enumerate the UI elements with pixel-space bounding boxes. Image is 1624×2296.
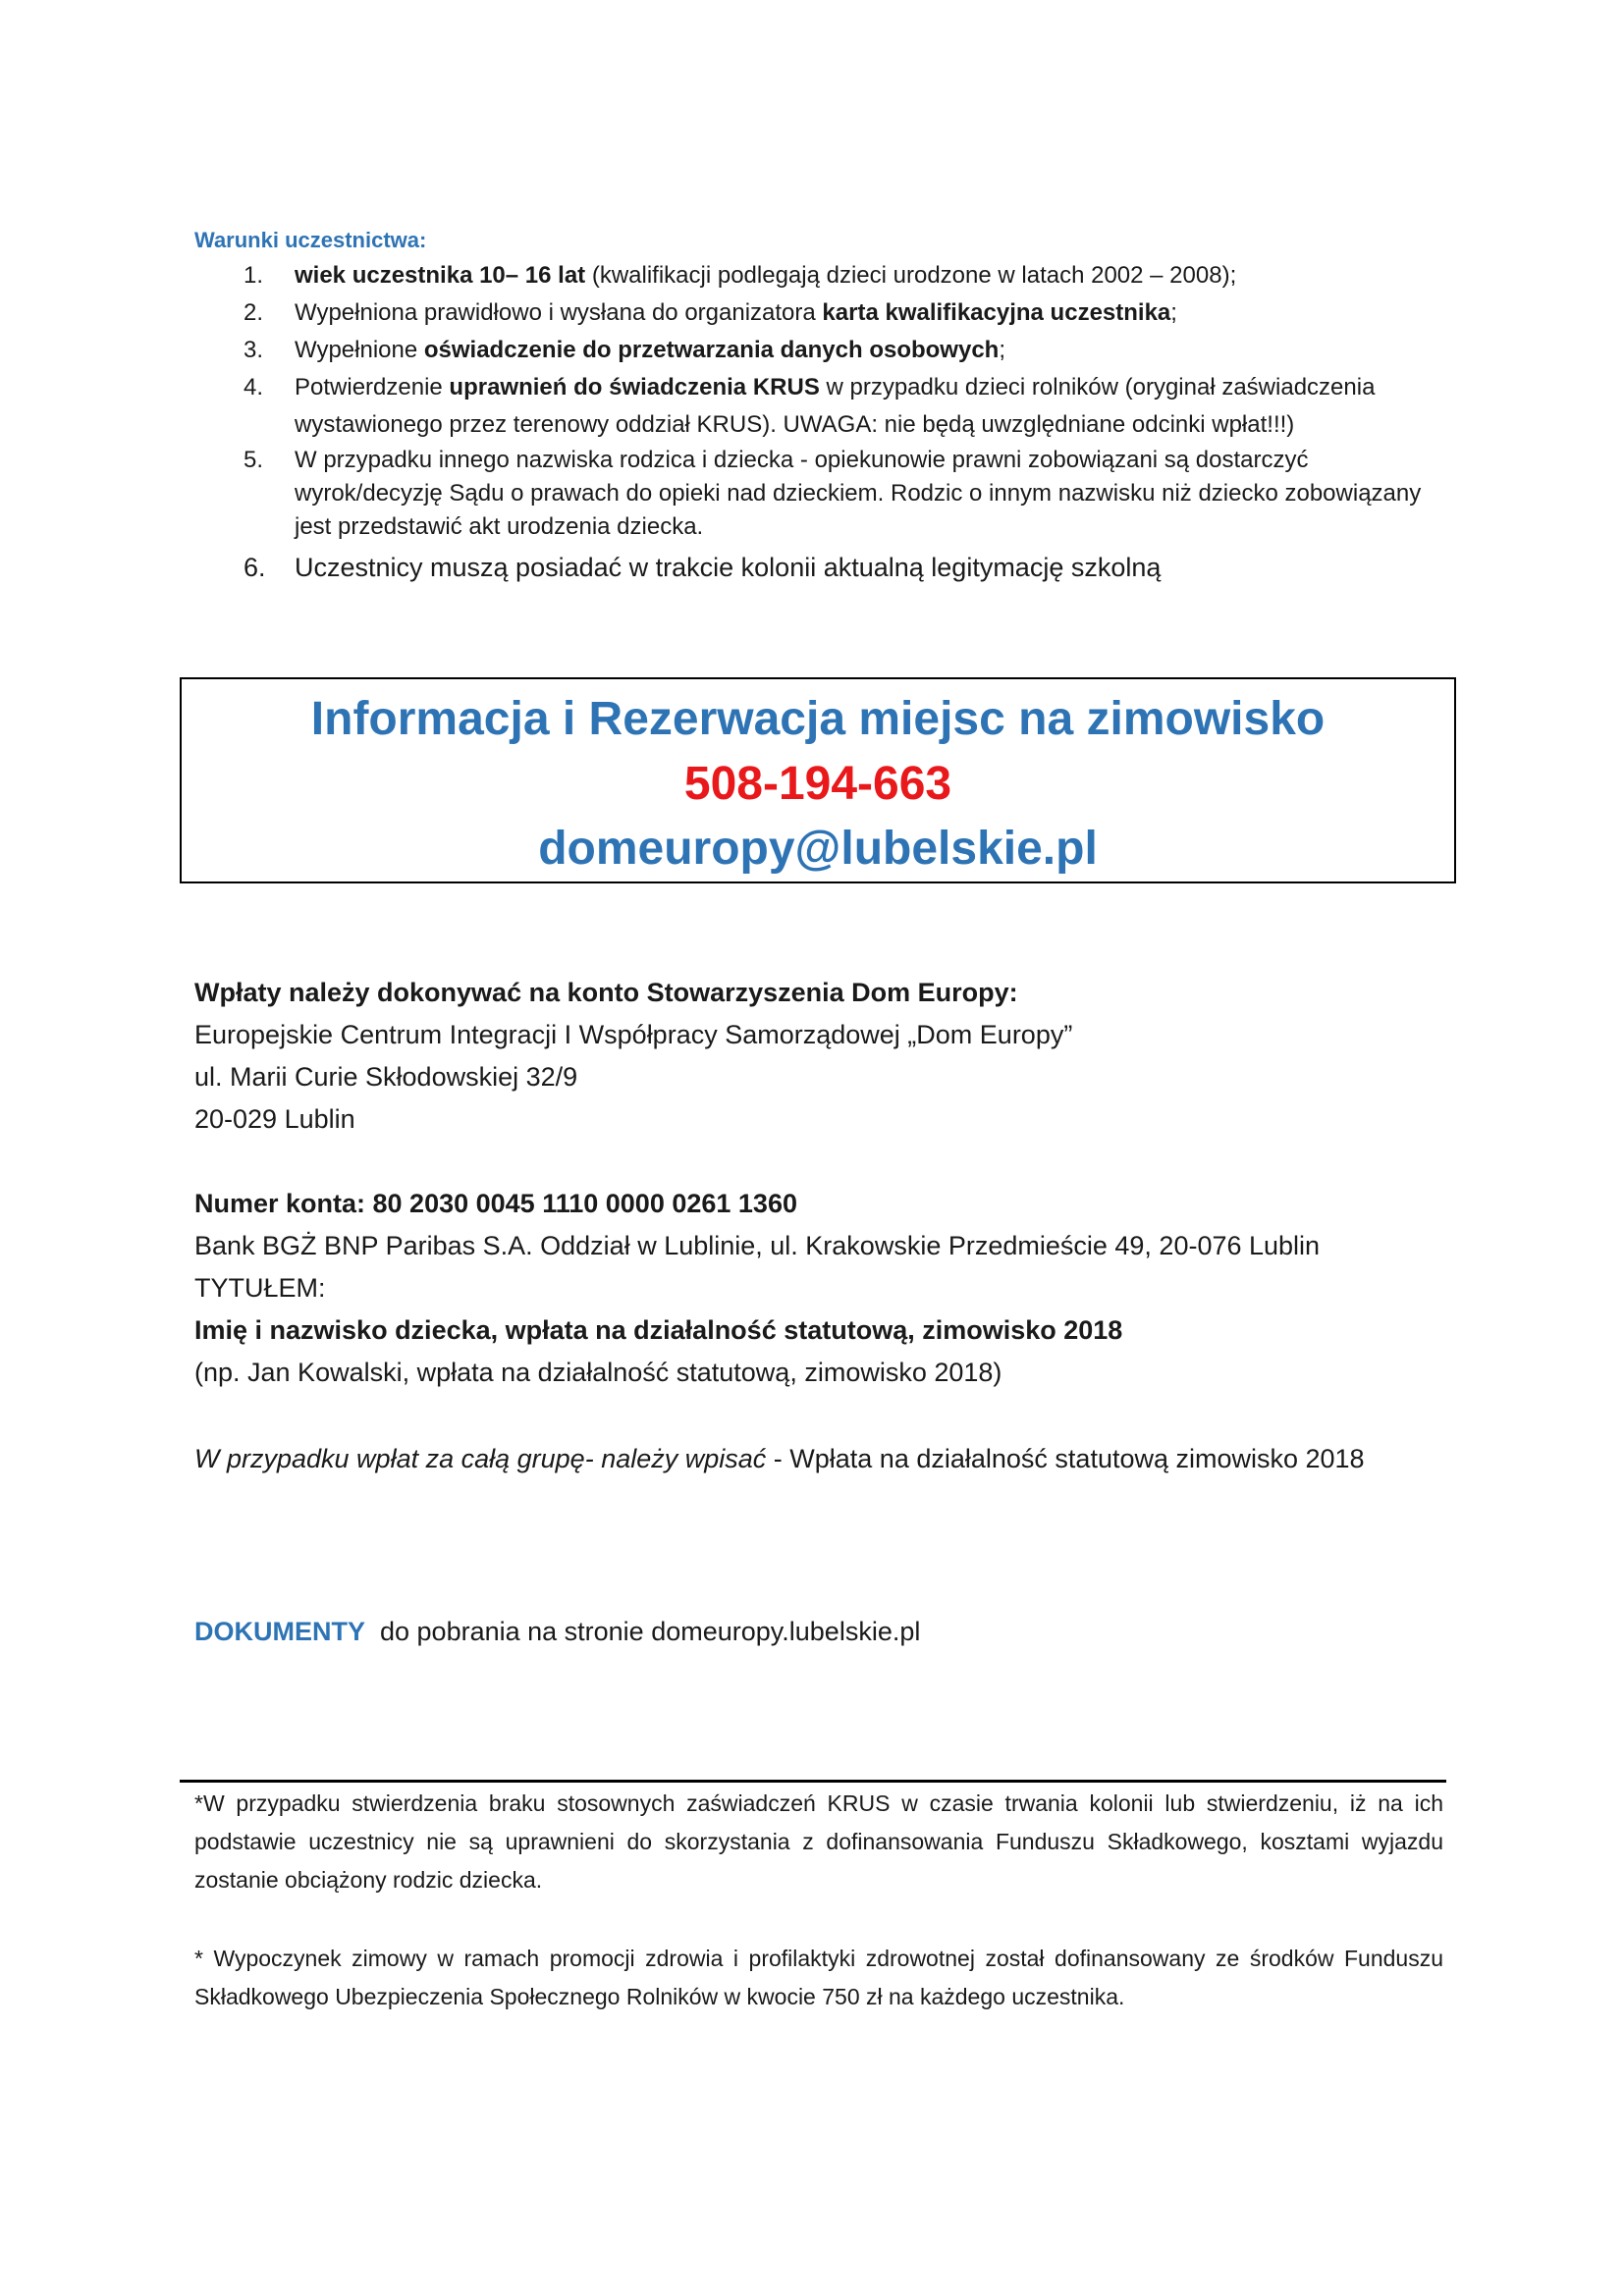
payment-heading: Wpłaty należy dokonywać na konto Stowarzyszenia Dom Europy:	[194, 978, 1018, 1007]
conditions-heading: Warunki uczestnictwa:	[194, 228, 427, 252]
footnote-funding: * Wypoczynek zimowy w ramach promocji zdrowia i profilaktyki zdrowotnej został dofinansowany ze środków Funduszu Składkowego Ubezpieczenia Społecznego Rolników w kwocie 750 zł na każdego uczestnika.	[194, 1946, 1443, 2009]
condition-text: Wypełnione	[295, 337, 424, 363]
documents-line	[194, 1612, 920, 1651]
payment-title-example: (np. Jan Kowalski, wpłata na działalność statutową, zimowisko 2018)	[194, 1358, 1002, 1387]
condition-text: (kwalifikacji podlegają dzieci urodzone w latach 2002 – 2008);	[585, 262, 1237, 289]
payment-title-label: TYTUŁEM:	[194, 1273, 326, 1303]
payment-group-note-italic: W przypadku wpłat za całą grupę- należy wpisać	[194, 1444, 767, 1473]
documents-text: do pobrania na stronie domeuropy.lubelskie.pl	[365, 1617, 921, 1646]
condition-number: 5.	[244, 447, 264, 473]
condition-bold-text: karta kwalifikacyjna uczestnika	[822, 299, 1171, 326]
payment-section	[194, 972, 1471, 1480]
footnote-krus: *W przypadku stwierdzenia braku stosownych zaświadczeń KRUS w czasie trwania kolonii lub stwierdzeniu, iż na ich podstawie uczestnicy nie są uprawnieni do skorzystania z dofinansowania Funduszu Składkowego, kosztami wyjazdu zostanie obciążony rodzic dziecka.	[194, 1790, 1443, 1893]
payment-street: ul. Marii Curie Skłodowskiej 32/9	[194, 1062, 578, 1092]
condition-text: Wypełniona prawidłowo i wysłana do organizatora	[295, 299, 823, 326]
condition-number: 3.	[244, 337, 264, 363]
condition-number: 2.	[244, 299, 264, 326]
reservation-email[interactable]: domeuropy@lubelskie.pl	[538, 823, 1098, 875]
spacer	[194, 1141, 1471, 1183]
condition-text: W przypadku innego nazwiska rodzica i dziecka - opiekunowie prawni zobowiązani są dostarczyć wyrok/decyzję Sądu o prawach do opieki nad dzieckiem. Rodzic o innym nazwisku niż dziecko zobowiązany jest przedstawić akt urodzenia dziecka.	[295, 447, 1422, 540]
condition-item-2	[194, 294, 1461, 332]
condition-text: ;	[999, 337, 1005, 363]
payment-title-value: Imię i nazwisko dziecka, wpłata na działalność statutową, zimowisko 2018	[194, 1315, 1123, 1345]
reservation-box	[180, 677, 1456, 883]
condition-bold-text: oświadczenie do przetwarzania danych osobowych	[423, 337, 1000, 363]
condition-number: 6.	[244, 553, 266, 582]
condition-text: ;	[1170, 299, 1177, 326]
payment-group-note-rest: - Wpłata na działalność statutową zimowisko 2018	[766, 1444, 1365, 1473]
condition-number: 1.	[244, 262, 264, 289]
footnote-divider	[180, 1780, 1446, 1783]
condition-item-6	[194, 548, 1461, 587]
conditions-list	[194, 257, 1461, 587]
condition-text: Uczestnicy muszą posiadać w trakcie kolonii aktualną legitymację szkolną	[295, 553, 1162, 582]
condition-item-1	[194, 257, 1461, 294]
condition-item-4	[194, 369, 1461, 444]
condition-number: 4.	[244, 374, 264, 400]
spacer	[194, 1394, 1471, 1438]
condition-bold-text: uprawnień do świadczenia KRUS	[449, 374, 820, 400]
condition-item-3	[194, 332, 1461, 369]
documents-label: DOKUMENTY	[194, 1617, 365, 1646]
payment-city: 20-029 Lublin	[194, 1104, 355, 1134]
payment-account-number: Numer konta: 80 2030 0045 1110 0000 0261 1360	[194, 1189, 797, 1218]
condition-text: w przypadku dzieci rolników (oryginał zaświadczenia wystawionego przez terenowy oddział KRUS). UWAGA: nie będą uwzględniane odcinki wpłat!!!)	[295, 374, 1376, 438]
condition-text: Potwierdzenie	[295, 374, 450, 400]
reservation-title: Informacja i Rezerwacja miejsc na zimowisko	[310, 693, 1326, 745]
payment-org-name: Europejskie Centrum Integracji I Współpracy Samorządowej „Dom Europy”	[194, 1020, 1073, 1049]
payment-group-note	[194, 1438, 1471, 1480]
payment-bank: Bank BGŻ BNP Paribas S.A. Oddział w Lublinie, ul. Krakowskie Przedmieście 49, 20-076 Lublin	[194, 1231, 1321, 1260]
condition-bold-text: wiek uczestnika 10– 16 lat	[295, 262, 586, 289]
reservation-phone[interactable]: 508-194-663	[683, 758, 952, 810]
condition-item-5	[194, 444, 1461, 544]
